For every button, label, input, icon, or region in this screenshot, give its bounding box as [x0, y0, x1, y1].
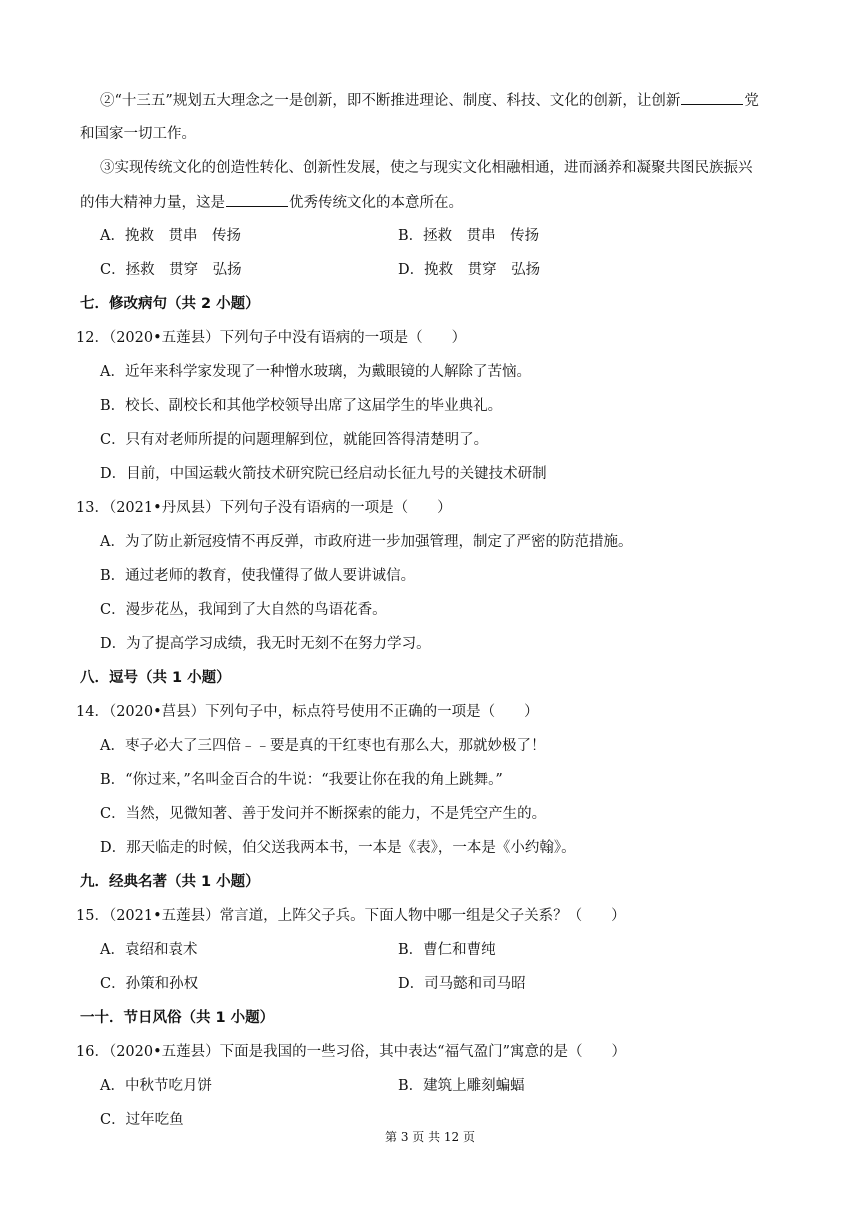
q11-option-b: B．拯救 贯串 传扬: [398, 228, 540, 244]
q12-option-c: C．只有对老师所提的问题理解到位，就能回答得清楚明了。: [100, 432, 489, 448]
q11-option-c: C．拯救 贯穿 弘扬: [100, 262, 242, 278]
q13-option-d: D．为了提高学习成绩，我无时无刻不在努力学习。: [100, 636, 431, 652]
q12-option-b: B．校长、副校长和其他学校领导出席了这届学生的毕业典礼。: [100, 398, 503, 414]
q13-stem: 13．（2021•丹凤县）下列句子没有语病的一项是（ ）: [76, 500, 452, 516]
q15-stem: 15．（2021•五莲县）常言道，上阵父子兵。下面人物中哪一组是父子关系？（ ）: [76, 908, 626, 924]
q12-stem: 12．（2020•五莲县）下列句子中没有语病的一项是（ ）: [76, 330, 467, 346]
q12-option-d: D．目前，中国运载火箭技术研究院已经启动长征九号的关键技术研制: [100, 466, 547, 482]
q13-option-a: A．为了防止新冠疫情不再反弹，市政府进一步加强管理，制定了严密的防范措施。: [100, 534, 633, 550]
section-heading-8: 八．逗号（共 1 小题）: [80, 670, 231, 686]
q15-option-c: C．孙策和孙权: [100, 976, 199, 992]
q11-option-a: A．挽救 贯串 传扬: [100, 228, 241, 244]
q12-option-a: A．近年来科学家发现了一种憎水玻璃，为戴眼镜的人解除了苦恼。: [100, 364, 531, 380]
q13-option-b: B．通过老师的教育，使我懂得了做人要讲诚信。: [100, 568, 416, 584]
q11-item2-line2: 和国家一切工作。: [80, 126, 196, 142]
q11-item3-text-c: 优秀传统文化的本意所在。: [289, 195, 463, 211]
q16-stem: 16．（2020•五莲县）下面是我国的一些习俗，其中表达“福气盈门”寓意的是（ ）: [76, 1044, 626, 1060]
q11-item2-text-a: ②“十三五”规划五大理念之一是创新，即不断推进理论、制度、科技、文化的创新，让创新: [100, 93, 681, 109]
section-heading-7: 七．修改病句（共 2 小题）: [80, 296, 260, 312]
q14-option-a: A．枣子必大了三四倍﹣﹣要是真的干红枣也有那么大，那就妙极了！: [100, 738, 546, 754]
q14-stem: 14．（2020•莒县）下列句子中，标点符号使用不正确的一项是（ ）: [76, 704, 539, 720]
q15-option-d: D．司马懿和司马昭: [398, 976, 526, 992]
q11-item3-line1: ③实现传统文化的创造性转化、创新性发展，使之与现实文化相融相通，进而涵养和凝聚共图民族振兴: [100, 160, 753, 176]
q14-option-d: D．那天临走的时候，伯父送我两本书，一本是《表》，一本是《小约翰》。: [100, 840, 576, 856]
q11-item2-text-b: 党: [744, 93, 759, 109]
section-heading-9: 九．经典名著（共 1 小题）: [80, 874, 260, 890]
answer-blank: [681, 90, 743, 105]
q11-option-d: D．挽救 贯穿 弘扬: [398, 262, 541, 278]
q11-item3-line2: [80, 192, 463, 213]
q16-option-b: B．建筑上雕刻蝙蝠: [398, 1078, 525, 1094]
answer-blank: [226, 192, 288, 207]
q15-option-b: B．曹仁和曹纯: [398, 942, 496, 958]
q14-option-b: B．“你过来，”名叫金百合的牛说：“我要让你在我的角上跳舞。”: [100, 772, 503, 788]
q11-item2-line1: [100, 90, 759, 111]
section-heading-11: 一十．节日风俗（共 1 小题）: [80, 1010, 275, 1026]
q16-option-c: C．过年吃鱼: [100, 1112, 184, 1128]
page-footer: 第 3 页 共 12 页: [385, 1130, 475, 1144]
q14-option-c: C．当然，见微知著、善于发问并不断探索的能力，不是凭空产生的。: [100, 806, 547, 822]
q13-option-c: C．漫步花丛，我闻到了大自然的鸟语花香。: [100, 602, 387, 618]
q15-option-a: A．袁绍和袁术: [100, 942, 198, 958]
q11-item3-text-b: 的伟大精神力量，这是: [80, 195, 225, 211]
q16-option-a: A．中秋节吃月饼: [100, 1078, 212, 1094]
